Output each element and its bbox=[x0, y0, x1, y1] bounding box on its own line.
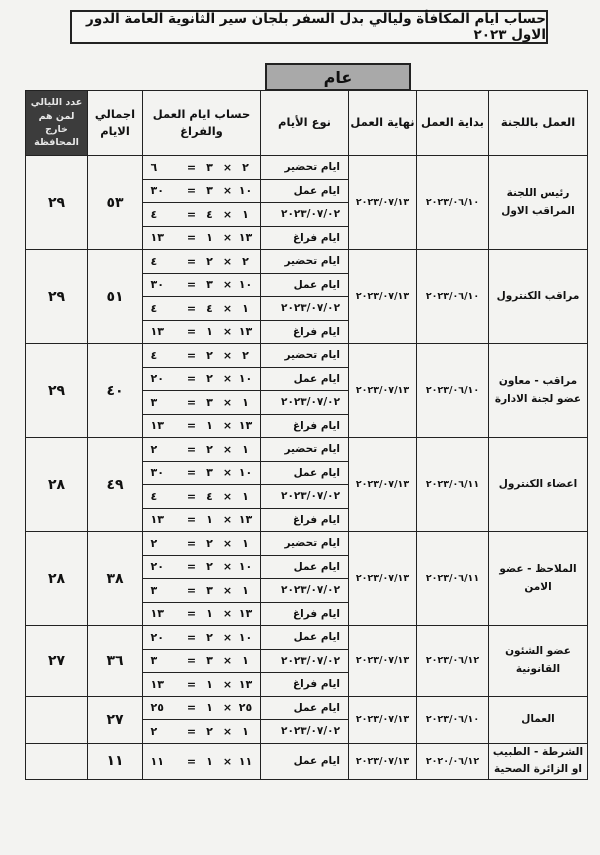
calc-equation bbox=[151, 537, 253, 550]
document-title: حساب ايام المكافأة وليالي بدل السفر بلجان سير الثانوية العامة الدور الاول ٢٠٢٣ bbox=[70, 10, 548, 44]
day-type-cell: ٢٠٢٣/٠٧/٠٢ bbox=[261, 297, 349, 321]
total-days-cell: ١١ bbox=[88, 743, 143, 780]
calc-factor-b: ٣ bbox=[206, 184, 213, 198]
job-cell: مراقب الكنترول bbox=[489, 250, 588, 344]
calc-result: ١٣ bbox=[150, 231, 164, 245]
start-date-cell: ٢٠٢٣/٠٦/١١ bbox=[417, 532, 489, 626]
calc-factor-b: ٢ bbox=[206, 348, 213, 362]
calc-result: ٢٠ bbox=[150, 372, 164, 386]
calc-factor-a: ١٠ bbox=[238, 560, 253, 574]
equals-sign: = bbox=[186, 724, 197, 738]
nights-cell: ٢٨ bbox=[26, 438, 88, 532]
calc-cell bbox=[143, 367, 261, 391]
calc-cell bbox=[143, 461, 261, 485]
calc-cell bbox=[143, 438, 261, 462]
nights-cell bbox=[26, 743, 88, 780]
table-row bbox=[26, 438, 588, 462]
calc-result: ٤ bbox=[150, 254, 158, 268]
nights-cell: ٢٧ bbox=[26, 626, 88, 697]
calc-equation bbox=[151, 560, 253, 573]
calc-factor-a: ١ bbox=[242, 654, 249, 668]
calc-factor-b: ٢ bbox=[206, 536, 213, 550]
calc-factor-b: ١ bbox=[206, 325, 213, 339]
times-sign: × bbox=[222, 419, 233, 433]
equals-sign: = bbox=[186, 630, 197, 644]
equals-sign: = bbox=[186, 536, 197, 550]
calc-cell bbox=[143, 696, 261, 720]
calc-equation bbox=[151, 349, 253, 362]
calc-result: ١١ bbox=[150, 754, 164, 768]
times-sign: × bbox=[222, 325, 233, 339]
calc-factor-b: ٤ bbox=[206, 489, 213, 503]
equals-sign: = bbox=[186, 231, 197, 245]
calc-cell bbox=[143, 226, 261, 250]
end-date-cell: ٢٠٢٣/٠٧/١٣ bbox=[349, 438, 417, 532]
calc-factor-a: ١٣ bbox=[238, 231, 253, 245]
calc-factor-a: ١٣ bbox=[238, 677, 253, 691]
times-sign: × bbox=[222, 372, 233, 386]
day-type-cell: ايام تحضير bbox=[261, 250, 349, 274]
times-sign: × bbox=[222, 583, 233, 597]
total-days-cell: ٤٩ bbox=[88, 438, 143, 532]
calc-equation bbox=[151, 513, 253, 526]
times-sign: × bbox=[222, 654, 233, 668]
day-type-cell: ٢٠٢٣/٠٧/٠٢ bbox=[261, 579, 349, 603]
calc-equation bbox=[151, 325, 253, 338]
start-date-cell: ٢٠٢٣/٠٦/١٢ bbox=[417, 626, 489, 697]
calc-cell bbox=[143, 297, 261, 321]
times-sign: × bbox=[222, 560, 233, 574]
times-sign: × bbox=[222, 207, 233, 221]
job-cell: الملاحظ - عضو الامن bbox=[489, 532, 588, 626]
calc-factor-a: ١ bbox=[242, 301, 249, 315]
times-sign: × bbox=[222, 677, 233, 691]
calc-cell bbox=[143, 485, 261, 509]
equals-sign: = bbox=[186, 560, 197, 574]
calc-equation bbox=[151, 208, 253, 221]
nights-cell: ٢٩ bbox=[26, 250, 88, 344]
calc-factor-a: ١٣ bbox=[238, 419, 253, 433]
calc-equation bbox=[151, 584, 253, 597]
calc-equation bbox=[151, 443, 253, 456]
day-type-cell: ايام عمل bbox=[261, 461, 349, 485]
equals-sign: = bbox=[186, 160, 197, 174]
calc-factor-b: ١ bbox=[206, 419, 213, 433]
calc-factor-b: ٣ bbox=[206, 583, 213, 597]
calc-factor-a: ١ bbox=[242, 536, 249, 550]
equals-sign: = bbox=[186, 442, 197, 456]
times-sign: × bbox=[222, 160, 233, 174]
calc-factor-b: ٣ bbox=[206, 395, 213, 409]
times-sign: × bbox=[222, 536, 233, 550]
table-row bbox=[26, 696, 588, 720]
calc-factor-a: ١٠ bbox=[238, 184, 253, 198]
calc-result: ٤ bbox=[150, 348, 158, 362]
calc-cell bbox=[143, 555, 261, 579]
calc-factor-b: ٣ bbox=[206, 654, 213, 668]
calc-equation bbox=[151, 631, 253, 644]
day-type-cell: ٢٠٢٣/٠٧/٠٢ bbox=[261, 391, 349, 415]
table-row bbox=[26, 344, 588, 368]
end-date-cell: ٢٠٢٣/٠٧/١٣ bbox=[349, 344, 417, 438]
calc-equation bbox=[151, 255, 253, 268]
calc-equation bbox=[151, 654, 253, 667]
job-cell: اعضاء الكنترول bbox=[489, 438, 588, 532]
times-sign: × bbox=[222, 254, 233, 268]
equals-sign: = bbox=[186, 348, 197, 362]
start-date-cell: ٢٠٢٣/٠٦/١١ bbox=[417, 438, 489, 532]
day-type-cell: ايام عمل bbox=[261, 626, 349, 650]
end-date-cell: ٢٠٢٣/٠٧/١٣ bbox=[349, 250, 417, 344]
equals-sign: = bbox=[186, 278, 197, 292]
equals-sign: = bbox=[186, 325, 197, 339]
calc-cell bbox=[143, 179, 261, 203]
calc-result: ٢٠ bbox=[150, 630, 164, 644]
times-sign: × bbox=[222, 513, 233, 527]
day-type-cell: ايام فراغ bbox=[261, 226, 349, 250]
times-sign: × bbox=[222, 724, 233, 738]
equals-sign: = bbox=[186, 607, 197, 621]
calc-cell bbox=[143, 720, 261, 744]
nights-cell bbox=[26, 696, 88, 743]
table-row bbox=[26, 743, 588, 780]
calc-result: ١٣ bbox=[150, 677, 164, 691]
total-days-cell: ٥٣ bbox=[88, 156, 143, 250]
header-nights: عدد الليالي لمن هم خارج المحافظة bbox=[26, 91, 88, 156]
end-date-cell: ٢٠٢٣/٠٧/١٣ bbox=[349, 743, 417, 780]
calc-factor-a: ١ bbox=[242, 442, 249, 456]
calc-factor-b: ١ bbox=[206, 231, 213, 245]
calc-cell bbox=[143, 602, 261, 626]
day-type-cell: ٢٠٢٣/٠٧/٠٢ bbox=[261, 203, 349, 227]
calc-result: ١٣ bbox=[150, 607, 164, 621]
table-row bbox=[26, 626, 588, 650]
calc-factor-b: ١ bbox=[206, 701, 213, 715]
day-type-cell: ايام تحضير bbox=[261, 156, 349, 180]
times-sign: × bbox=[222, 442, 233, 456]
calc-factor-b: ١ bbox=[206, 677, 213, 691]
header-job: العمل باللجنة bbox=[489, 91, 588, 156]
calc-result: ٢ bbox=[150, 724, 158, 738]
calc-equation bbox=[151, 755, 253, 768]
total-days-cell: ٣٦ bbox=[88, 626, 143, 697]
start-date-cell: ٢٠٢٣/٠٦/١٠ bbox=[417, 344, 489, 438]
calc-result: ٤ bbox=[150, 207, 158, 221]
calc-equation bbox=[151, 725, 253, 738]
calc-factor-a: ٢ bbox=[242, 348, 249, 362]
calc-factor-b: ٤ bbox=[206, 301, 213, 315]
equals-sign: = bbox=[186, 419, 197, 433]
equals-sign: = bbox=[186, 207, 197, 221]
calc-result: ٦ bbox=[150, 160, 158, 174]
header-start: بداية العمل bbox=[417, 91, 489, 156]
calc-result: ٢٠ bbox=[150, 560, 164, 574]
calc-equation bbox=[151, 396, 253, 409]
calc-cell bbox=[143, 391, 261, 415]
table-row bbox=[26, 250, 588, 274]
calc-factor-a: ١٣ bbox=[238, 607, 253, 621]
calc-factor-a: ١ bbox=[242, 395, 249, 409]
calc-cell bbox=[143, 273, 261, 297]
start-date-cell: ٢٠٢٣/٠٦/١٠ bbox=[417, 250, 489, 344]
calc-cell bbox=[143, 673, 261, 697]
day-type-cell: ايام فراغ bbox=[261, 602, 349, 626]
calc-factor-a: ٢٥ bbox=[238, 701, 253, 715]
calc-cell bbox=[143, 414, 261, 438]
calc-factor-a: ١ bbox=[242, 489, 249, 503]
calc-equation bbox=[151, 701, 253, 714]
day-type-cell: ٢٠٢٣/٠٧/٠٢ bbox=[261, 485, 349, 509]
end-date-cell: ٢٠٢٣/٠٧/١٣ bbox=[349, 532, 417, 626]
calc-equation bbox=[151, 419, 253, 432]
day-type-cell: ايام تحضير bbox=[261, 344, 349, 368]
calc-factor-a: ١ bbox=[242, 207, 249, 221]
calc-cell bbox=[143, 649, 261, 673]
calc-factor-a: ١٠ bbox=[238, 372, 253, 386]
day-type-cell: ايام تحضير bbox=[261, 438, 349, 462]
day-type-cell: ايام فراغ bbox=[261, 673, 349, 697]
table-row bbox=[26, 532, 588, 556]
start-date-cell: ٢٠٢٣/٠٦/١٠ bbox=[417, 696, 489, 743]
calc-factor-a: ١٣ bbox=[238, 513, 253, 527]
calc-factor-b: ٢ bbox=[206, 442, 213, 456]
calc-factor-b: ٣ bbox=[206, 160, 213, 174]
calc-equation bbox=[151, 184, 253, 197]
equals-sign: = bbox=[186, 489, 197, 503]
nights-cell: ٢٨ bbox=[26, 532, 88, 626]
equals-sign: = bbox=[186, 301, 197, 315]
calc-factor-a: ٢ bbox=[242, 254, 249, 268]
start-date-cell: ٢٠٢٣/٠٦/١٠ bbox=[417, 156, 489, 250]
day-type-cell: ايام عمل bbox=[261, 179, 349, 203]
total-days-cell: ٣٨ bbox=[88, 532, 143, 626]
equals-sign: = bbox=[186, 583, 197, 597]
calc-equation bbox=[151, 161, 253, 174]
calc-factor-a: ١٠ bbox=[238, 466, 253, 480]
times-sign: × bbox=[222, 184, 233, 198]
times-sign: × bbox=[222, 231, 233, 245]
calc-equation bbox=[151, 466, 253, 479]
job-cell: الشرطة - الطبيب او الزائرة الصحية bbox=[489, 743, 588, 780]
calc-factor-a: ١ bbox=[242, 724, 249, 738]
nights-cell: ٢٩ bbox=[26, 156, 88, 250]
start-date-cell: ٢٠٢٠/٠٦/١٢ bbox=[417, 743, 489, 780]
calc-cell bbox=[143, 626, 261, 650]
total-days-cell: ٤٠ bbox=[88, 344, 143, 438]
calc-result: ٣٠ bbox=[150, 466, 164, 480]
calc-equation bbox=[151, 607, 253, 620]
times-sign: × bbox=[222, 395, 233, 409]
header-end: نهاية العمل bbox=[349, 91, 417, 156]
job-cell: رئيس اللجنة المراقب الاول bbox=[489, 156, 588, 250]
header-calc: حساب ايام العمل والفراغ bbox=[143, 91, 261, 156]
calc-result: ٣٠ bbox=[150, 278, 164, 292]
header-total: اجمالي الايام bbox=[88, 91, 143, 156]
day-type-cell: ايام عمل bbox=[261, 367, 349, 391]
job-cell: العمال bbox=[489, 696, 588, 743]
calc-cell bbox=[143, 156, 261, 180]
times-sign: × bbox=[222, 466, 233, 480]
calc-factor-a: ١ bbox=[242, 583, 249, 597]
calc-factor-b: ٢ bbox=[206, 560, 213, 574]
equals-sign: = bbox=[186, 395, 197, 409]
calc-factor-a: ٢ bbox=[242, 160, 249, 174]
calc-result: ٣ bbox=[150, 654, 158, 668]
calc-factor-a: ١٠ bbox=[238, 630, 253, 644]
table-row bbox=[26, 156, 588, 180]
calc-result: ١٣ bbox=[150, 325, 164, 339]
day-type-cell: ايام عمل bbox=[261, 743, 349, 780]
calc-result: ١٣ bbox=[150, 419, 164, 433]
equals-sign: = bbox=[186, 754, 197, 768]
day-type-cell: ايام فراغ bbox=[261, 414, 349, 438]
times-sign: × bbox=[222, 630, 233, 644]
times-sign: × bbox=[222, 607, 233, 621]
day-type-cell: ايام عمل bbox=[261, 273, 349, 297]
day-type-cell: ايام فراغ bbox=[261, 508, 349, 532]
times-sign: × bbox=[222, 278, 233, 292]
calc-cell bbox=[143, 743, 261, 780]
calc-factor-b: ٣ bbox=[206, 278, 213, 292]
day-type-cell: ايام تحضير bbox=[261, 532, 349, 556]
calc-result: ٣ bbox=[150, 395, 158, 409]
times-sign: × bbox=[222, 301, 233, 315]
calc-factor-b: ٢ bbox=[206, 372, 213, 386]
calc-result: ٢٥ bbox=[150, 701, 164, 715]
calc-factor-b: ٢ bbox=[206, 724, 213, 738]
day-type-cell: ٢٠٢٣/٠٧/٠٢ bbox=[261, 720, 349, 744]
calc-result: ٣٠ bbox=[150, 184, 164, 198]
calc-cell bbox=[143, 320, 261, 344]
job-cell: مراقب - معاون عضو لجنة الادارة bbox=[489, 344, 588, 438]
day-type-cell: ايام عمل bbox=[261, 696, 349, 720]
calc-factor-b: ٢ bbox=[206, 254, 213, 268]
header-row bbox=[26, 91, 588, 156]
calc-result: ١٣ bbox=[150, 513, 164, 527]
calc-factor-b: ٤ bbox=[206, 207, 213, 221]
calc-factor-b: ٢ bbox=[206, 630, 213, 644]
calc-cell bbox=[143, 508, 261, 532]
calc-factor-b: ١ bbox=[206, 607, 213, 621]
calc-factor-a: ١٠ bbox=[238, 278, 253, 292]
equals-sign: = bbox=[186, 254, 197, 268]
day-type-cell: ٢٠٢٣/٠٧/٠٢ bbox=[261, 649, 349, 673]
header-type: نوع الأيام bbox=[261, 91, 349, 156]
nights-cell: ٢٩ bbox=[26, 344, 88, 438]
end-date-cell: ٢٠٢٣/٠٧/١٣ bbox=[349, 696, 417, 743]
calc-cell bbox=[143, 250, 261, 274]
calc-equation bbox=[151, 302, 253, 315]
allowance-table bbox=[25, 90, 588, 780]
calc-cell bbox=[143, 344, 261, 368]
calc-equation bbox=[151, 372, 253, 385]
calc-result: ٢ bbox=[150, 536, 158, 550]
calc-result: ٣ bbox=[150, 583, 158, 597]
calc-factor-b: ١ bbox=[206, 513, 213, 527]
calc-equation bbox=[151, 231, 253, 244]
table-body bbox=[26, 156, 588, 780]
total-days-cell: ٥١ bbox=[88, 250, 143, 344]
calc-factor-b: ١ bbox=[206, 754, 213, 768]
equals-sign: = bbox=[186, 372, 197, 386]
times-sign: × bbox=[222, 701, 233, 715]
calc-cell bbox=[143, 579, 261, 603]
calc-equation bbox=[151, 678, 253, 691]
calc-result: ٤ bbox=[150, 301, 158, 315]
calc-equation bbox=[151, 490, 253, 503]
equals-sign: = bbox=[186, 701, 197, 715]
equals-sign: = bbox=[186, 466, 197, 480]
equals-sign: = bbox=[186, 184, 197, 198]
calc-cell bbox=[143, 203, 261, 227]
calc-result: ٤ bbox=[150, 489, 158, 503]
end-date-cell: ٢٠٢٣/٠٧/١٣ bbox=[349, 156, 417, 250]
calc-equation bbox=[151, 278, 253, 291]
job-cell: عضو الشئون القانونية bbox=[489, 626, 588, 697]
calc-factor-a: ١١ bbox=[238, 754, 253, 768]
equals-sign: = bbox=[186, 513, 197, 527]
day-type-cell: ايام عمل bbox=[261, 555, 349, 579]
times-sign: × bbox=[222, 348, 233, 362]
equals-sign: = bbox=[186, 677, 197, 691]
times-sign: × bbox=[222, 754, 233, 768]
end-date-cell: ٢٠٢٣/٠٧/١٣ bbox=[349, 626, 417, 697]
calc-result: ٢ bbox=[150, 442, 158, 456]
calc-cell bbox=[143, 532, 261, 556]
equals-sign: = bbox=[186, 654, 197, 668]
general-label: عام bbox=[265, 63, 411, 91]
calc-factor-a: ١٣ bbox=[238, 325, 253, 339]
times-sign: × bbox=[222, 489, 233, 503]
calc-factor-b: ٣ bbox=[206, 466, 213, 480]
day-type-cell: ايام فراغ bbox=[261, 320, 349, 344]
total-days-cell: ٢٧ bbox=[88, 696, 143, 743]
